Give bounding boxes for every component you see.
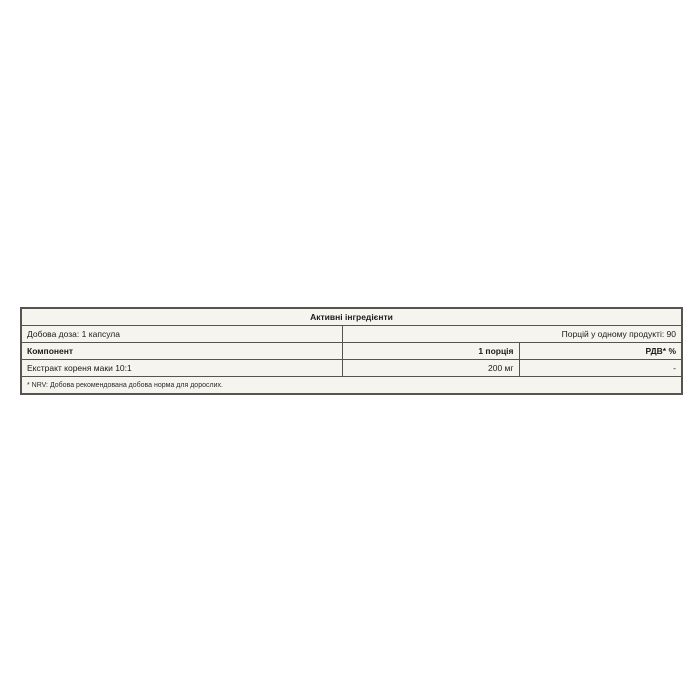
ingredient-name: Екстракт кореня маки 10:1 [21,360,342,377]
table-title-row [21,308,682,326]
per-serving-column-header: 1 порція [342,343,519,360]
ingredient-row [21,360,682,377]
table-title: Активні інгредієнти [21,308,682,326]
footnote-row [21,377,682,395]
column-header-row [21,343,682,360]
ingredient-amount: 200 мг [342,360,519,377]
daily-dose-label: Добова доза: 1 капсула [21,326,342,343]
dose-row [21,326,682,343]
component-column-header: Компонент [21,343,342,360]
ingredient-rdv-value: - [519,360,682,377]
nrv-footnote: * NRV: Добова рекомендована добова норма для дорослих. [21,377,682,395]
rdv-column-header: РДВ* % [519,343,682,360]
active-ingredients-table [20,307,683,395]
servings-per-product-label: Порцій у одному продукті: 90 [342,326,682,343]
